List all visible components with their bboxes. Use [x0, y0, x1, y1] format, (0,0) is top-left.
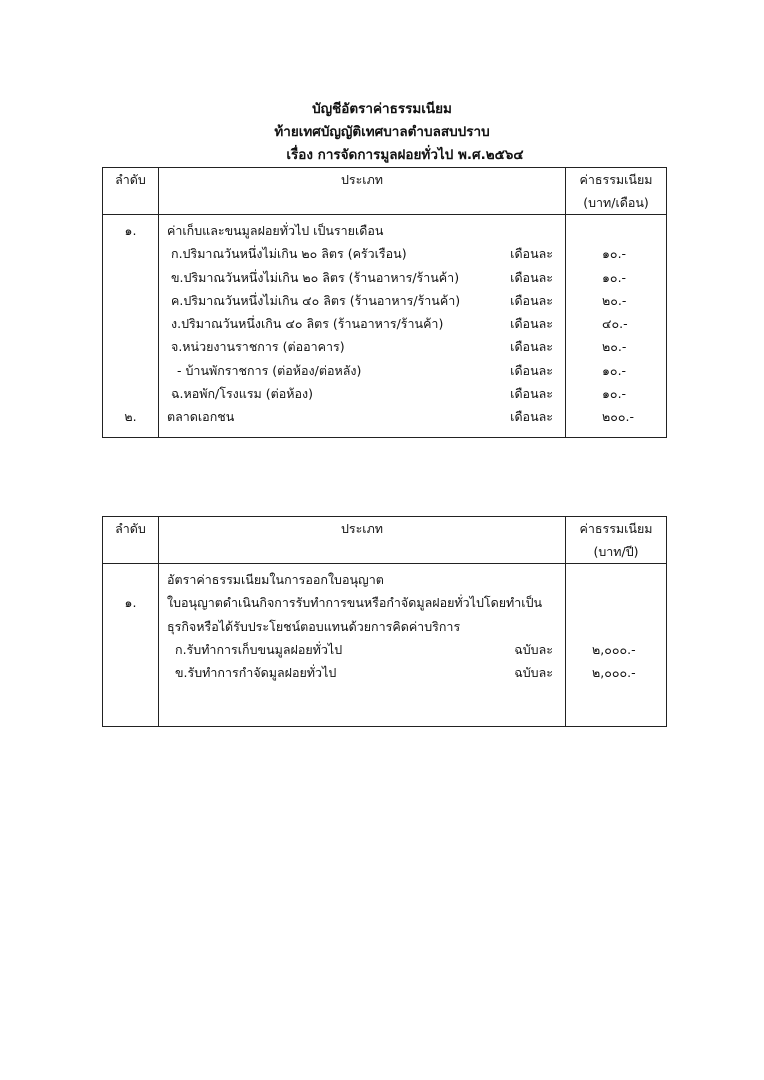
fee-value: ๒,๐๐๐.-	[592, 665, 636, 681]
type-column	[159, 215, 566, 438]
list-item	[159, 266, 565, 289]
unit-label: เดือนละ	[510, 292, 553, 308]
list-item	[159, 661, 565, 684]
document-title	[0, 98, 764, 167]
seq-cell	[103, 615, 158, 638]
list-item	[159, 568, 565, 591]
item-text: ใบอนุญาตดำเนินกิจการรับทำการขนหรือกำจัดมูลฝอยทั่วไปโดยทำเป็น	[167, 595, 543, 611]
fee-value	[566, 615, 666, 638]
item-text: จ.หน่วยงานราชการ (ต่ออาคาร)	[171, 339, 345, 355]
item-text: ธุรกิจหรือได้รับประโยชน์ตอบแทนด้วยการคิดค่าบริการ	[167, 618, 461, 634]
title-line-3: เรื่อง การจัดการมูลฝอยทั่วไป พ.ศ.๒๕๖๔	[286, 147, 524, 163]
header-fee-label: ค่าธรรมเนียม	[579, 172, 653, 187]
unit-label: เดือนละ	[510, 386, 553, 402]
seq-cell	[103, 266, 158, 289]
seq-cell	[103, 638, 158, 661]
item-text: ก.ปริมาณวันหนึ่งไม่เกิน ๒๐ ลิตร (ครัวเรือน)	[171, 246, 407, 262]
seq-cell: ๑.	[124, 595, 137, 611]
item-text: ฉ.หอพัก/โรงแรม (ต่อห้อง)	[171, 386, 313, 402]
item-text: ตลาดเอกชน	[167, 409, 235, 425]
fee-value: ๒๐๐.-	[602, 409, 634, 425]
seq-cell	[103, 289, 158, 312]
list-item	[159, 219, 565, 242]
list-item	[159, 335, 565, 358]
seq-cell: ๒.	[124, 409, 137, 425]
header-fee-label: ค่าธรรมเนียม	[579, 521, 653, 536]
unit-label: เดือนละ	[510, 316, 553, 332]
header-seq: ลำดับ	[103, 168, 159, 215]
fee-value	[566, 219, 666, 242]
fee-value: ๒๐.-	[602, 292, 627, 308]
title-line-2: ท้ายเทศบัญญัติเทศบาลตำบลสบปราบ	[274, 124, 490, 140]
table-body-row	[103, 215, 667, 438]
item-text: - บ้านพักราชการ (ต่อห้อง/ต่อหลัง)	[177, 362, 362, 378]
seq-cell	[103, 661, 158, 684]
list-item	[159, 242, 565, 265]
fee-value: ๑๐.-	[602, 246, 627, 262]
table-body-row	[103, 564, 667, 727]
unit-label: เดือนละ	[510, 246, 553, 262]
fee-value: ๔๐.-	[602, 316, 628, 332]
table-header-row	[103, 517, 667, 564]
header-fee	[566, 517, 667, 564]
unit-label: เดือนละ	[510, 362, 553, 378]
type-column	[159, 564, 566, 727]
fee-value: ๑๐.-	[602, 269, 627, 285]
header-type: ประเภท	[159, 517, 566, 564]
list-item	[159, 405, 565, 428]
fee-table-monthly	[102, 167, 667, 438]
header-seq: ลำดับ	[103, 517, 159, 564]
table-header-row	[103, 168, 667, 215]
seq-cell	[103, 242, 158, 265]
seq-cell: ๑.	[124, 223, 137, 238]
fee-value: ๒,๐๐๐.-	[592, 641, 636, 657]
unit-label: เดือนละ	[510, 339, 553, 355]
list-item	[159, 289, 565, 312]
fee-column	[566, 564, 667, 727]
fee-value	[566, 568, 666, 591]
unit-label: ฉบับละ	[514, 641, 553, 657]
unit-label: เดือนละ	[510, 269, 553, 285]
fee-value: ๑๐.-	[602, 386, 627, 402]
header-fee-unit: (บาท/ปี)	[593, 544, 639, 559]
item-text: ง.ปริมาณวันหนึ่งเกิน ๔๐ ลิตร (ร้านอาหาร/ร้านค้า)	[171, 316, 444, 332]
header-fee-unit: (บาท/เดือน)	[583, 195, 649, 210]
list-item	[159, 382, 565, 405]
seq-cell	[103, 312, 158, 335]
item-text: ข.ปริมาณวันหนึ่งไม่เกิน ๒๐ ลิตร (ร้านอาหาร/ร้านค้า)	[171, 269, 460, 285]
seq-column	[103, 564, 159, 727]
fee-column	[566, 215, 667, 438]
seq-column	[103, 215, 159, 438]
list-item	[159, 312, 565, 335]
seq-cell	[103, 359, 158, 382]
item-text: ข.รับทำการกำจัดมูลฝอยทั่วไป	[175, 665, 337, 681]
fee-table-annual	[102, 516, 667, 727]
item-text: ก.รับทำการเก็บขนมูลฝอยทั่วไป	[175, 641, 343, 657]
fee-value: ๑๐.-	[602, 362, 627, 378]
fee-value	[566, 591, 666, 614]
unit-label: ฉบับละ	[514, 665, 553, 681]
title-line-1: บัญชีอัตราค่าธรรมเนียม	[312, 101, 452, 117]
item-text: ค.ปริมาณวันหนึ่งไม่เกิน ๔๐ ลิตร (ร้านอาหาร/ร้านค้า)	[171, 292, 461, 308]
list-item	[159, 591, 565, 614]
seq-cell	[103, 382, 158, 405]
item-text: อัตราค่าธรรมเนียมในการออกใบอนุญาต	[167, 572, 384, 587]
item-text: ค่าเก็บและขนมูลฝอยทั่วไป เป็นรายเดือน	[167, 223, 384, 238]
header-type: ประเภท	[159, 168, 566, 215]
seq-cell	[103, 568, 158, 591]
list-item	[159, 638, 565, 661]
seq-cell	[103, 335, 158, 358]
unit-label: เดือนละ	[510, 409, 553, 425]
list-item	[159, 359, 565, 382]
fee-value: ๒๐.-	[602, 339, 627, 355]
list-item	[159, 615, 565, 638]
header-fee	[566, 168, 667, 215]
